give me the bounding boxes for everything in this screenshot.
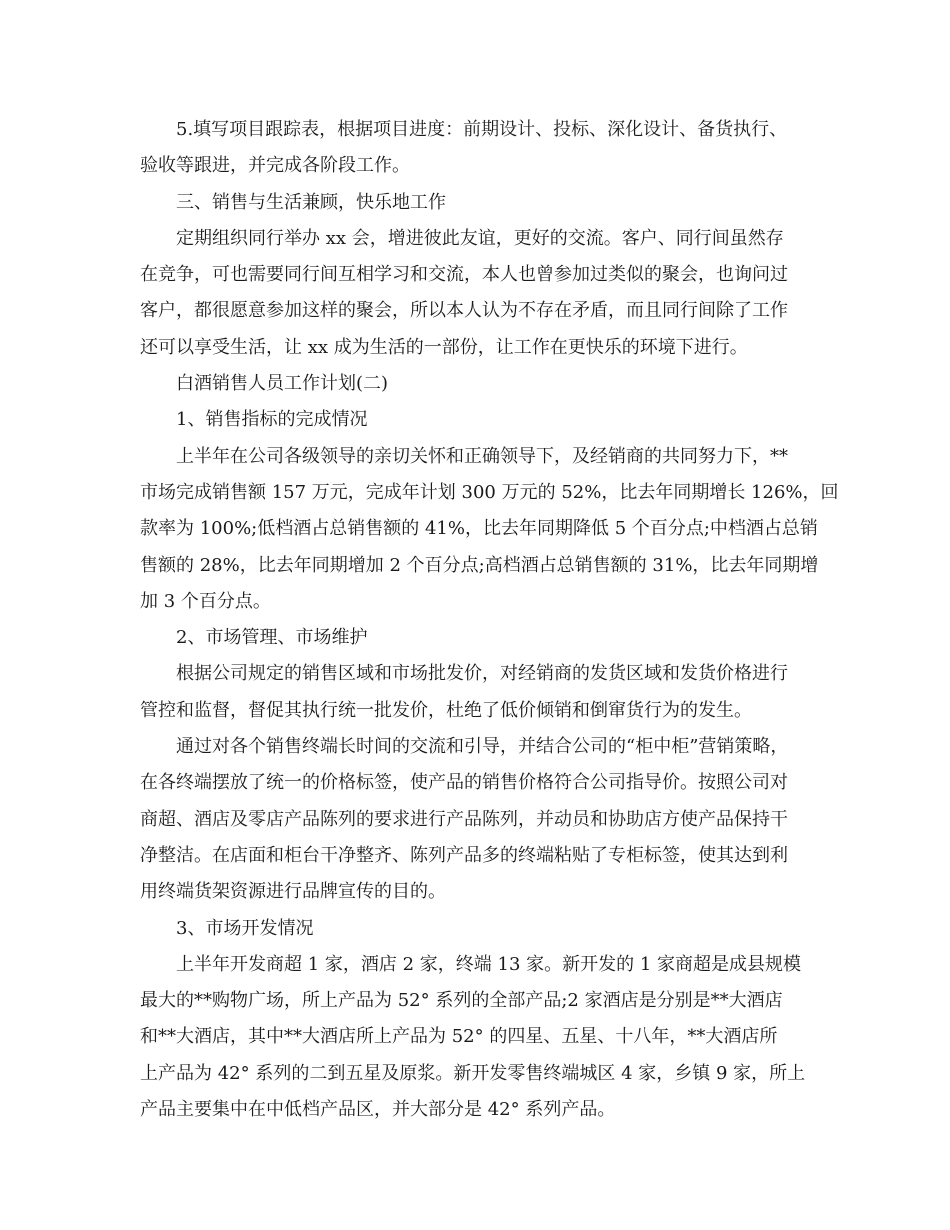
paragraph-line: 管控和监督，督促其执行统一批发价，杜绝了低价倾销和倒窜货行为的发生。 — [140, 699, 752, 721]
document-body — [140, 112, 839, 1128]
paragraph-line: 根据公司规定的销售区域和市场批发价，对经销商的发货区域和发货价格进行 — [176, 663, 788, 685]
paragraph-line: 上产品为 42° 系列的二到五星及原浆。新开发零售终端城区 4 家，乡镇 9 家，所上 — [140, 1062, 806, 1084]
paragraph-line: 用终端货架资源进行品牌宣传的目的。 — [140, 881, 446, 903]
paragraph-line: 商超、酒店及零店产品陈列的要求进行产品陈列，并动员和协助店方使产品保持干 — [140, 808, 788, 830]
paragraph-line: 加 3 个百分点。 — [140, 590, 271, 612]
paragraph-line: 在竞争，可也需要同行间互相学习和交流，本人也曾参加过类似的聚会，也询问过 — [140, 264, 788, 286]
section-heading: 3、市场开发情况 — [176, 917, 314, 939]
paragraph-line: 上半年在公司各级领导的亲切关怀和正确领导下，及经销商的共同努力下，** — [176, 445, 788, 467]
document-title: 白酒销售人员工作计划(二) — [176, 373, 389, 395]
paragraph-line: 验收等跟进，并完成各阶段工作。 — [140, 155, 410, 177]
paragraph-line: 净整洁。在店面和柜台干净整齐、陈列产品多的终端粘贴了专柜标签，使其达到利 — [140, 844, 788, 866]
paragraph-line: 在各终端摆放了统一的价格标签，使产品的销售价格符合公司指导价。按照公司对 — [140, 772, 788, 794]
section-heading: 2、市场管理、市场维护 — [176, 627, 368, 649]
paragraph-line: 和**大酒店，其中**大酒店所上产品为 52° 的四星、五星、十八年，**大酒店所 — [140, 1026, 778, 1048]
paragraph-line: 上半年开发商超 1 家，酒店 2 家，终端 13 家。新开发的 1 家商超是成县规模 — [176, 953, 802, 975]
paragraph-line: 通过对各个销售终端长时间的交流和引导，并结合公司的“柜中柜”营销策略， — [176, 736, 789, 758]
paragraph-line: 5.填写项目跟踪表，根据项目进度：前期设计、投标、深化设计、备货执行、 — [176, 119, 788, 140]
paragraph-line: 最大的**购物广场，所上产品为 52° 系列的全部产品;2 家酒店是分别是**大酒店 — [140, 990, 783, 1012]
section-heading: 1、销售指标的完成情况 — [176, 409, 368, 431]
paragraph-line: 售额的 28%，比去年同期增加 2 个百分点;高档酒占总销售额的 31%，比去年同期增 — [140, 554, 819, 576]
section-heading: 三、销售与生活兼顾，快乐地工作 — [176, 191, 446, 213]
paragraph-line: 款率为 100%;低档酒占总销售额的 41%，比去年同期降低 5 个百分点;中档酒占总销 — [140, 518, 818, 540]
paragraph-line: 产品主要集中在中低档产品区，并大部分是 42° 系列产品。 — [140, 1099, 616, 1121]
paragraph-line: 还可以享受生活，让 xx 成为生活的一部份，让工作在更快乐的环境下进行。 — [140, 336, 748, 358]
paragraph-line: 定期组织同行举办 xx 会，增进彼此友谊，更好的交流。客户、同行间虽然存 — [176, 227, 784, 249]
paragraph-line: 客户，都很愿意参加这样的聚会，所以本人认为不存在矛盾，而且同行间除了工作 — [140, 300, 788, 322]
paragraph-line: 市场完成销售额 157 万元，完成年计划 300 万元的 52%，比去年同期增长 126%，回 — [140, 481, 839, 503]
